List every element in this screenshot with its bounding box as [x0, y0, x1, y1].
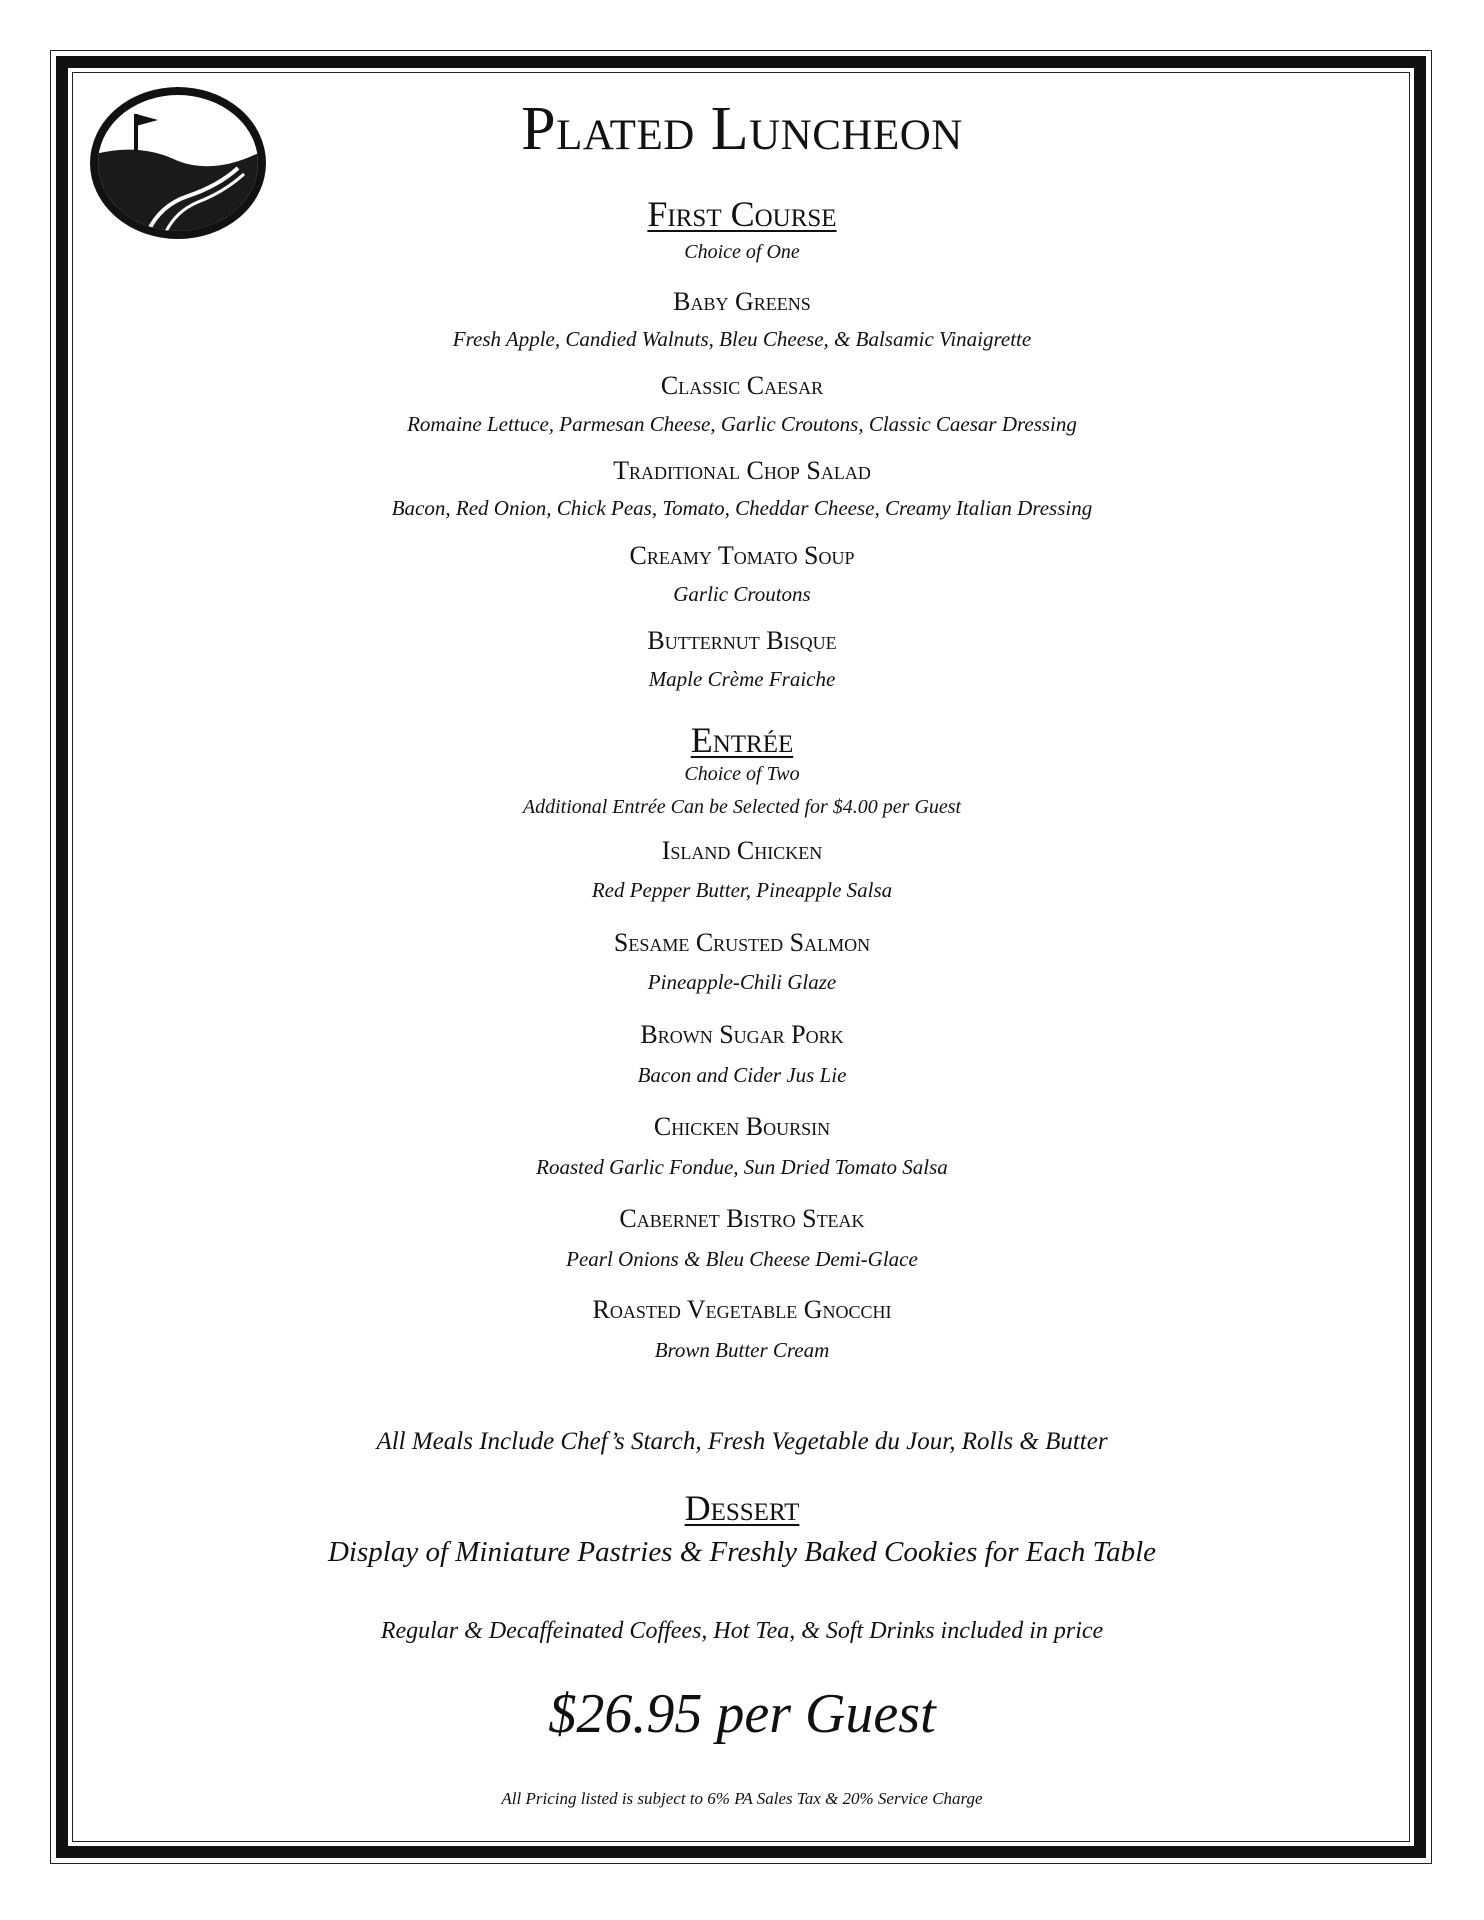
menu-item-name: Brown Sugar Pork	[640, 1020, 844, 1049]
dessert-heading: Dessert	[684, 1488, 800, 1528]
menu-item-desc: Fresh Apple, Candied Walnuts, Bleu Cheese, & Balsamic Vinaigrette	[452, 327, 1032, 351]
entree-heading: Entrée	[690, 720, 794, 760]
menu-item-name: Baby Greens	[673, 287, 811, 316]
menu-item-desc: Pearl Onions & Bleu Cheese Demi-Glace	[566, 1247, 918, 1271]
menu-item-desc: Pineapple-Chili Glaze	[647, 970, 837, 994]
price: $26.95 per Guest	[548, 1683, 936, 1745]
menu-item-name: Island Chicken	[661, 836, 823, 865]
menu-item-name: Chicken Boursin	[653, 1112, 831, 1141]
menu-item-name: Creamy Tomato Soup	[629, 541, 855, 570]
menu-item-name: Roasted Vegetable Gnocchi	[592, 1295, 892, 1324]
pricing-fine-print: All Pricing listed is subject to 6% PA Sales Tax & 20% Service Charge	[501, 1789, 983, 1808]
beverages-note: Regular & Decaffeinated Coffees, Hot Tea, & Soft Drinks included in price	[380, 1618, 1104, 1644]
menu-item-name: Traditional Chop Salad	[613, 456, 871, 485]
menu-item-name: Butternut Bisque	[647, 626, 837, 655]
menu-item-desc: Maple Crème Fraiche	[648, 667, 836, 691]
first-course-note: Choice of One	[684, 241, 800, 263]
menu-item-desc: Red Pepper Butter, Pineapple Salsa	[591, 878, 893, 902]
page-title: Plated Luncheon	[521, 95, 963, 163]
menu-item-desc: Bacon, Red Onion, Chick Peas, Tomato, Cheddar Cheese, Creamy Italian Dressing	[391, 496, 1093, 520]
menu-item-desc: Romaine Lettuce, Parmesan Cheese, Garlic Croutons, Classic Caesar Dressing	[407, 412, 1077, 436]
dessert-desc: Display of Miniature Pastries & Freshly Baked Cookies for Each Table	[327, 1536, 1156, 1568]
all-meals-note: All Meals Include Chef’s Starch, Fresh Vegetable du Jour, Rolls & Butter	[376, 1428, 1108, 1455]
menu-item-name: Sesame Crusted Salmon	[613, 928, 871, 957]
first-course-heading: First Course	[647, 194, 837, 234]
entree-additional-note: Additional Entrée Can be Selected for $4.00 per Guest	[522, 796, 962, 818]
menu-item-desc: Brown Butter Cream	[654, 1338, 830, 1362]
menu-item-name: Classic Caesar	[660, 371, 824, 400]
entree-note: Choice of Two	[684, 763, 800, 785]
menu-item-desc: Bacon and Cider Jus Lie	[637, 1063, 847, 1087]
menu-item-name: Cabernet Bistro Steak	[619, 1204, 865, 1233]
menu-item-desc: Roasted Garlic Fondue, Sun Dried Tomato Salsa	[536, 1155, 948, 1179]
menu-item-desc: Garlic Croutons	[673, 582, 811, 606]
